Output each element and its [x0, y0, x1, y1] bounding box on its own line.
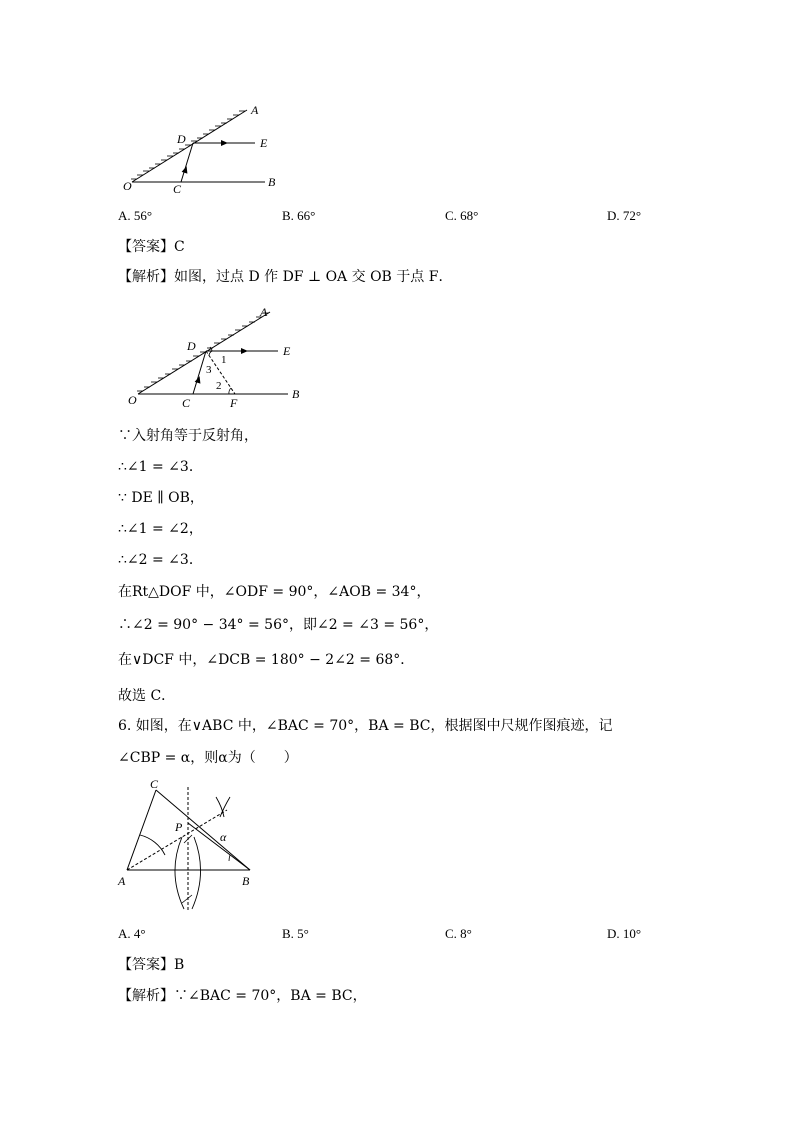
label-B: B: [242, 874, 250, 888]
step-9: 故选 C．: [118, 688, 176, 704]
q6-question-line1: 6. 如图，在∨ABC 中，∠BAC = 70°，BA = BC，根据图中尺规作图痕迹，记: [118, 718, 613, 734]
q6-option-d: D. 10°: [607, 926, 642, 941]
label-C: C: [182, 396, 191, 410]
label-B: B: [268, 175, 276, 189]
q6-question-line2: ∠CBP = α，则α为（ ）: [118, 750, 298, 766]
mirror-reflection-solution-figure: [120, 300, 320, 412]
label-alpha: α: [220, 830, 227, 844]
label-O: O: [128, 393, 137, 407]
label-D: D: [187, 339, 196, 353]
label-A: A: [260, 305, 268, 319]
angle-3-label: 3: [206, 364, 212, 376]
q6-option-a: A. 4°: [118, 926, 146, 941]
q6-option-c: C. 8°: [445, 926, 472, 941]
label-P: P: [175, 820, 183, 834]
label-F: F: [230, 396, 238, 410]
label-A: A: [118, 874, 126, 888]
step-3: ∵ DE ∥ OB，: [118, 490, 204, 506]
label-A: A: [251, 103, 259, 117]
q5-option-b: B. 66°: [282, 208, 316, 223]
q5-answer: 【答案】C: [118, 239, 185, 255]
label-B: B: [292, 387, 300, 401]
q5-option-c: C. 68°: [445, 208, 479, 223]
q5-option-d: D. 72°: [607, 208, 642, 223]
q5-option-a: A. 56°: [118, 208, 153, 223]
step-6: 在Rt△DOF 中，∠ODF = 90°，∠AOB = 34°，: [118, 584, 431, 600]
label-E: E: [283, 344, 291, 358]
label-C: C: [150, 777, 159, 791]
label-D: D: [177, 132, 186, 146]
step-5: ∴∠2 = ∠3．: [118, 552, 203, 568]
step-8: 在∨DCF 中，∠DCB = 180° − 2∠2 = 68°．: [118, 652, 415, 668]
label-C: C: [173, 182, 182, 196]
step-7: ∴∠2 = 90° − 34° = 56°，即∠2 = ∠3 = 56°，: [118, 617, 439, 633]
triangle-construction-figure: [112, 775, 272, 915]
label-O: O: [123, 179, 132, 193]
step-4: ∴∠1 = ∠2，: [118, 521, 203, 537]
angle-2-label: 2: [216, 380, 222, 392]
q6-analysis-intro: 【解析】∵∠BAC = 70°，BA = BC，: [118, 988, 367, 1004]
q6-answer: 【答案】B: [118, 957, 185, 973]
step-1: ∵入射角等于反射角，: [118, 428, 258, 444]
mirror-reflection-figure: [115, 98, 295, 198]
q6-option-b: B. 5°: [282, 926, 309, 941]
angle-1-label: 1: [221, 354, 227, 366]
q5-analysis-intro: 【解析】如图，过点 D 作 DF ⊥ OA 交 OB 于点 F．: [118, 269, 453, 285]
label-E: E: [260, 136, 268, 150]
step-2: ∴∠1 = ∠3．: [118, 459, 203, 475]
